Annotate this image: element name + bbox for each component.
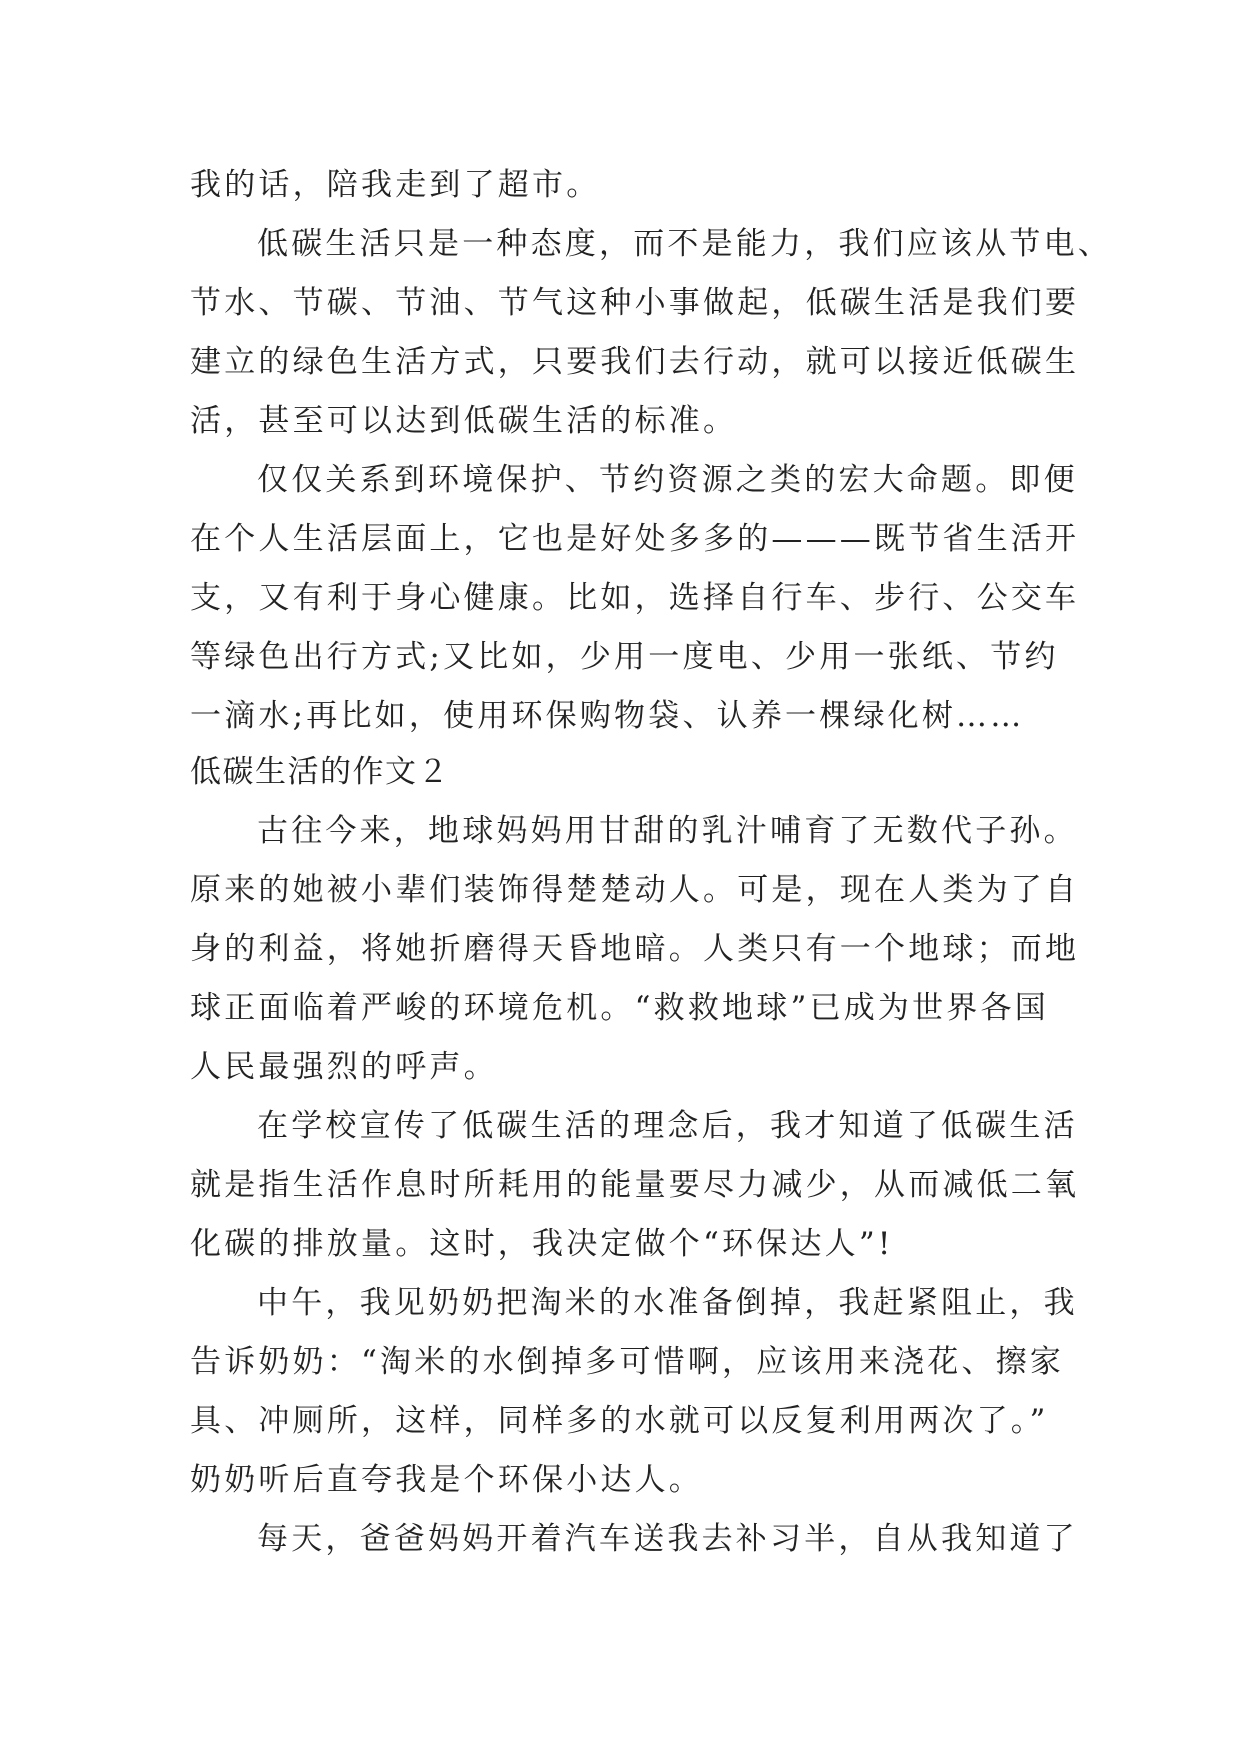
text-line: 就是指生活作息时所耗用的能量要尽力减少，从而减低二氧 [190,1167,1080,1203]
text-line: 人民最强烈的呼声。 [190,1049,498,1085]
text-line: 具、冲厕所，这样，同样多的水就可以反复利用两次了。” [190,1403,1049,1439]
text-line: 节水、节碳、节油、节气这种小事做起，低碳生活是我们要 [190,285,1080,321]
text-line: 球正面临着严峻的环境危机。“救救地球”已成为世界各国 [190,990,1049,1026]
paragraph-start: 在学校宣传了低碳生活的理念后，我才知道了低碳生活 [257,1108,1078,1144]
text-line: 原来的她被小辈们装饰得楚楚动人。可是，现在人类为了自 [190,872,1080,908]
paragraph-start: 低碳生活只是一种态度，而不是能力，我们应该从节电、 [257,226,1112,262]
text-line: 一滴水;再比如，使用环保购物袋、认养一棵绿化树…… [190,698,1025,734]
section-heading: 低碳生活的作文２ [190,754,450,790]
text-line: 活，甚至可以达到低碳生活的标准。 [190,403,738,439]
paragraph-start: 中午，我见奶奶把淘米的水准备倒掉，我赶紧阻止，我 [257,1285,1078,1321]
text-line: 告诉奶奶：“淘米的水倒掉多可惜啊，应该用来浇花、擦家 [190,1344,1065,1380]
text-line: 建立的绿色生活方式，只要我们去行动，就可以接近低碳生 [190,344,1080,380]
paragraph-start: 每天，爸爸妈妈开着汽车送我去补习半，自从我知道了 [257,1521,1078,1557]
text-line: 化碳的排放量。这时，我决定做个“环保达人”! [190,1226,894,1262]
text-line: 奶奶听后直夸我是个环保小达人。 [190,1462,703,1498]
paragraph-start: 古往今来，地球妈妈用甘甜的乳汁哺育了无数代子孙。 [257,813,1078,849]
text-line: 等绿色出行方式;又比如，少用一度电、少用一张纸、节约 [190,639,1059,675]
text-line: 支，又有利于身心健康。比如，选择自行车、步行、公交车 [190,580,1080,616]
text-line: 我的话，陪我走到了超市。 [190,167,601,203]
paragraph-start: 仅仅关系到环境保护、节约资源之类的宏大命题。即便 [257,462,1078,498]
text-line: 在个人生活层面上，它也是好处多多的———既节省生活开 [190,521,1080,557]
text-line: 身的利益，将她折磨得天昏地暗。人类只有一个地球；而地 [190,931,1080,967]
